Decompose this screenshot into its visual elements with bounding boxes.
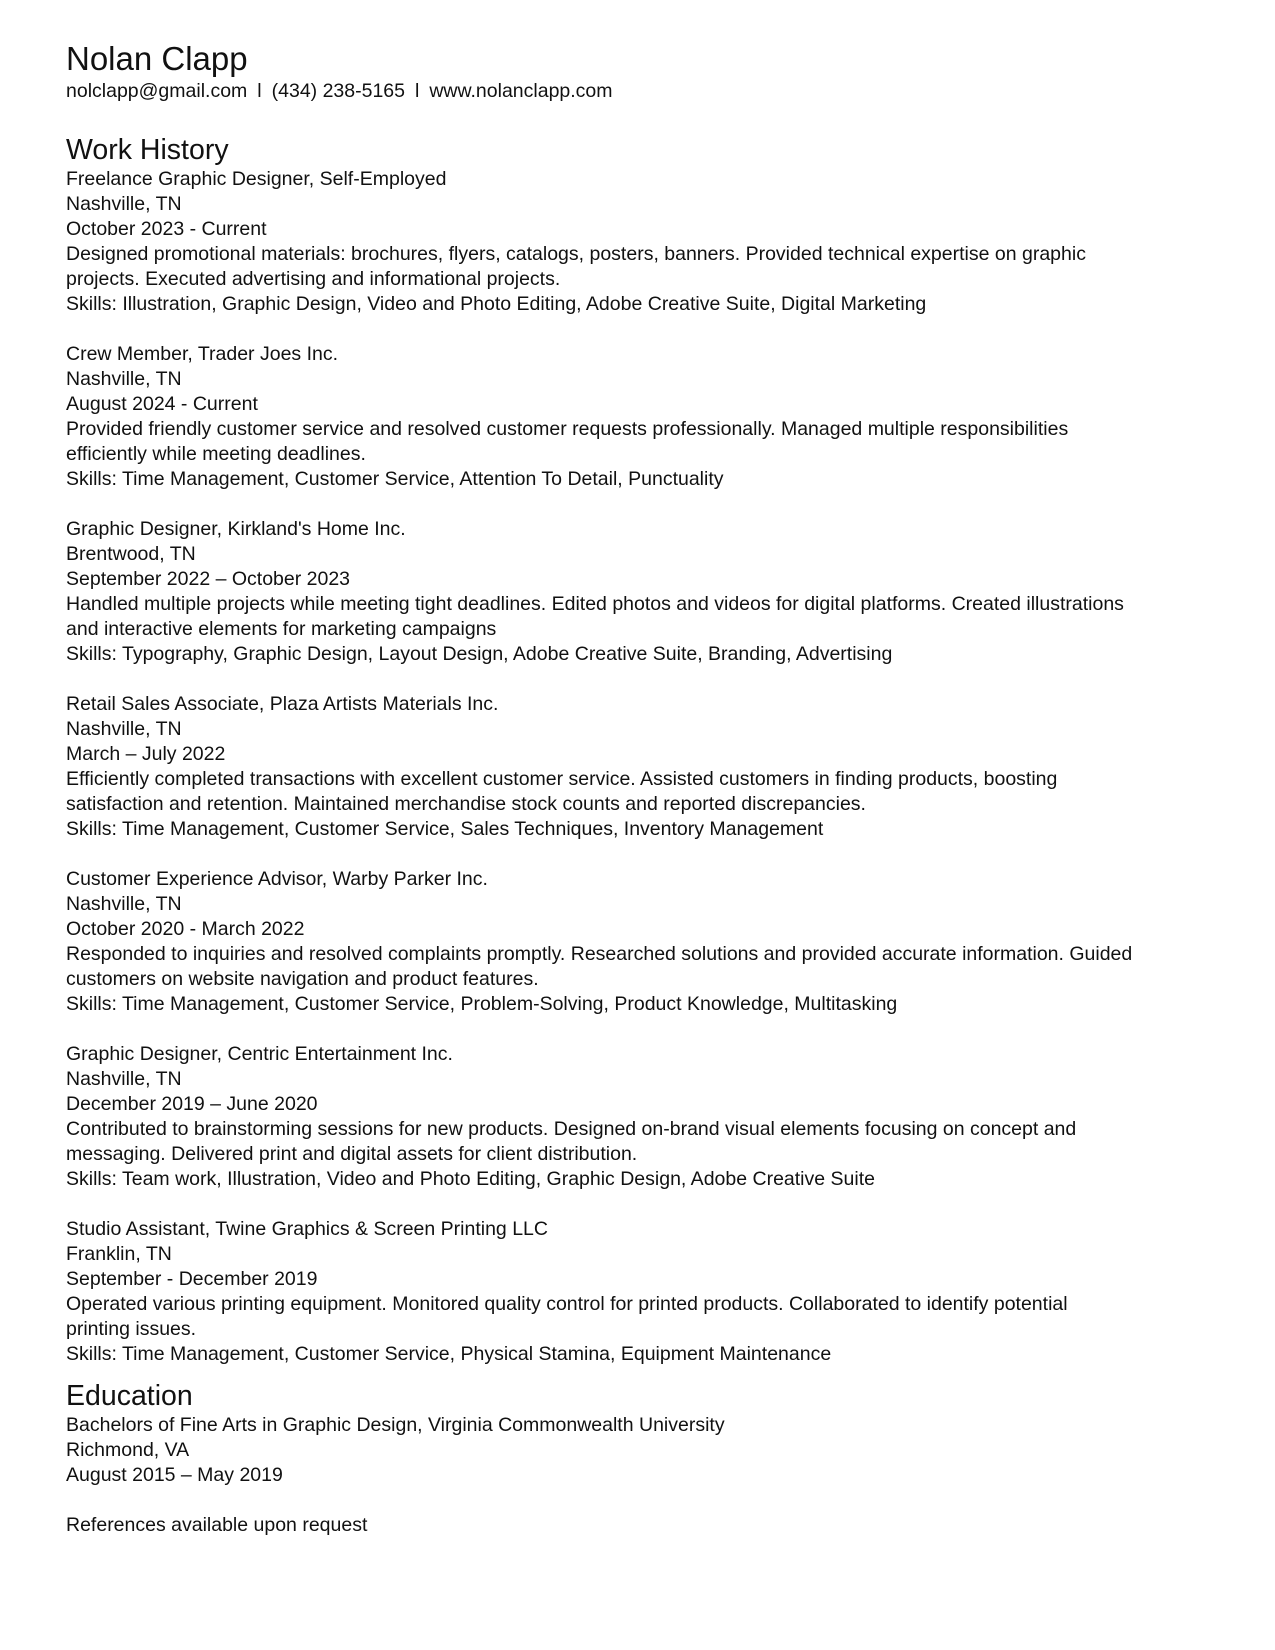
job-description-line-2: satisfaction and retention. Maintained merchandise stock counts and reported discrepancies. xyxy=(66,793,866,815)
job-description-line-1: Designed promotional materials: brochures, flyers, catalogs, posters, banners. Provided technical expertise on graphic xyxy=(66,243,1086,265)
website-link[interactable]: www.nolanclapp.com xyxy=(429,80,613,102)
job-role: Crew Member, Trader Joes Inc. xyxy=(66,343,339,365)
job-skills: Skills: Typography, Graphic Design, Layout Design, Adobe Creative Suite, Branding, Advertising xyxy=(66,643,893,665)
job-description-line-2: printing issues. xyxy=(66,1318,197,1340)
contact-separator: l xyxy=(257,80,262,102)
job-skills: Skills: Time Management, Customer Service, Sales Techniques, Inventory Management xyxy=(66,818,824,840)
job-entry xyxy=(66,867,1216,1017)
job-skills: Skills: Time Management, Customer Service, Attention To Detail, Punctuality xyxy=(66,468,724,490)
job-role: Retail Sales Associate, Plaza Artists Materials Inc. xyxy=(66,693,499,715)
resume-page xyxy=(66,40,1216,1538)
work-history-section xyxy=(66,133,1216,1367)
job-location: Franklin, TN xyxy=(66,1243,172,1265)
job-description-line-1: Contributed to brainstorming sessions for new products. Designed on-brand visual elements focusing on concept and xyxy=(66,1118,1077,1140)
job-entry xyxy=(66,517,1216,667)
job-dates: October 2020 - March 2022 xyxy=(66,918,305,940)
job-role: Customer Experience Advisor, Warby Parker Inc. xyxy=(66,868,488,890)
job-description-line-2: efficiently while meeting deadlines. xyxy=(66,443,366,465)
education-dates: August 2015 – May 2019 xyxy=(66,1464,283,1486)
job-location: Nashville, TN xyxy=(66,193,182,215)
header xyxy=(66,40,1216,104)
job-role: Freelance Graphic Designer, Self-Employed xyxy=(66,168,447,190)
job-skills: Skills: Time Management, Customer Service, Problem-Solving, Product Knowledge, Multitasking xyxy=(66,993,898,1015)
job-role: Graphic Designer, Kirkland's Home Inc. xyxy=(66,518,406,540)
job-dates: March – July 2022 xyxy=(66,743,226,765)
job-role: Studio Assistant, Twine Graphics & Screen Printing LLC xyxy=(66,1218,548,1240)
job-location: Nashville, TN xyxy=(66,718,182,740)
job-skills: Skills: Illustration, Graphic Design, Video and Photo Editing, Adobe Creative Suite, Digital Marketing xyxy=(66,293,927,315)
phone-number: (434) 238-5165 xyxy=(271,80,405,102)
work-history-title: Work History xyxy=(66,134,229,166)
job-dates: August 2024 - Current xyxy=(66,393,258,415)
job-dates: September - December 2019 xyxy=(66,1268,318,1290)
job-entry xyxy=(66,342,1216,492)
job-description-line-2: projects. Executed advertising and informational projects. xyxy=(66,268,561,290)
job-description-line-1: Provided friendly customer service and resolved customer requests professionally. Managed multiple responsibilities xyxy=(66,418,1069,440)
job-description-line-2: and interactive elements for marketing campaigns xyxy=(66,618,497,640)
job-description-line-1: Efficiently completed transactions with excellent customer service. Assisted customers in finding products, boosting xyxy=(66,768,1058,790)
job-dates: October 2023 - Current xyxy=(66,218,267,240)
contact-separator: l xyxy=(415,80,420,102)
job-description-line-1: Handled multiple projects while meeting tight deadlines. Edited photos and videos for digital platforms. Created illustrations xyxy=(66,593,1124,615)
education-location: Richmond, VA xyxy=(66,1439,190,1461)
education-title: Education xyxy=(66,1380,193,1412)
job-location: Brentwood, TN xyxy=(66,543,196,565)
job-entry xyxy=(66,1217,1216,1367)
job-entry xyxy=(66,1042,1216,1192)
job-location: Nashville, TN xyxy=(66,893,182,915)
job-skills: Skills: Time Management, Customer Service, Physical Stamina, Equipment Maintenance xyxy=(66,1343,832,1365)
education-section xyxy=(66,1379,1216,1488)
job-description-line-2: customers on website navigation and product features. xyxy=(66,968,539,990)
contact-line xyxy=(66,78,1216,104)
job-location: Nashville, TN xyxy=(66,368,182,390)
job-location: Nashville, TN xyxy=(66,1068,182,1090)
email-link[interactable]: nolclapp@gmail.com xyxy=(66,80,248,102)
job-role: Graphic Designer, Centric Entertainment Inc. xyxy=(66,1043,453,1065)
job-description-line-2: messaging. Delivered print and digital assets for client distribution. xyxy=(66,1143,638,1165)
candidate-name: Nolan Clapp xyxy=(66,40,248,77)
job-entry xyxy=(66,692,1216,842)
job-dates: September 2022 – October 2023 xyxy=(66,568,351,590)
education-degree: Bachelors of Fine Arts in Graphic Design, Virginia Commonwealth University xyxy=(66,1414,725,1436)
job-description-line-1: Responded to inquiries and resolved complaints promptly. Researched solutions and provided accurate information. Guided xyxy=(66,943,1133,965)
job-description-line-1: Operated various printing equipment. Monitored quality control for printed products. Collaborated to identify potential xyxy=(66,1293,1068,1315)
job-entry xyxy=(66,167,1216,317)
job-dates: December 2019 – June 2020 xyxy=(66,1093,318,1115)
references-note: References available upon request xyxy=(66,1514,368,1536)
job-skills: Skills: Team work, Illustration, Video and Photo Editing, Graphic Design, Adobe Creative Suite xyxy=(66,1168,875,1190)
